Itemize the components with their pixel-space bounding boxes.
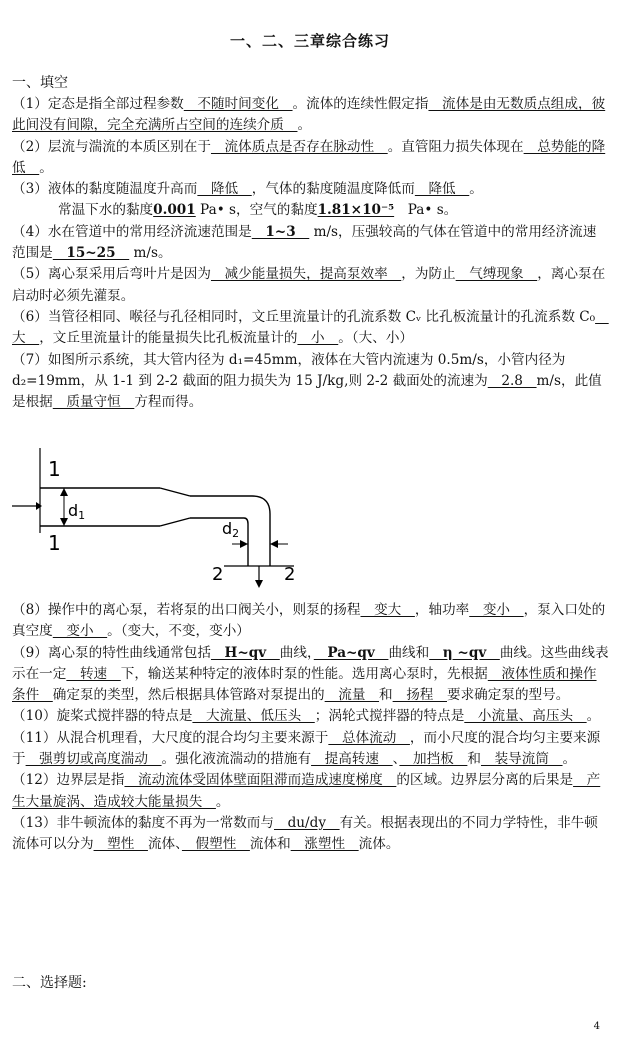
- question-5: （5）离心泵采用后弯叶片是因为 减少能量损失，提高泵效率 ，为防止 气缚现象 ，离心泵在启动时必须先灌泵。: [12, 266, 606, 304]
- d1-arrow-down: [60, 518, 68, 526]
- section-heading-multiple-choice: 二、选择题:: [12, 975, 87, 991]
- pipe-diagram: [12, 448, 312, 598]
- d1-label: d1: [68, 501, 86, 522]
- question-12: （12）边界层是指 流动流体受固体壁面阻滞而造成速度梯度 的区域。边界层分离的后果是 产生大量旋涡、造成较大能量损失 。: [12, 772, 601, 810]
- section-1-label-bottom: 1: [48, 531, 61, 555]
- page-title: 一、二、三章综合练习: [229, 32, 390, 50]
- elbow-inner: [244, 518, 248, 566]
- outflow-arrow-head: [255, 580, 263, 588]
- d1-arrow-up: [60, 488, 68, 496]
- question-7: （7）如图所示系统，其大管内径为 d₁=45mm，液体在大管内流速为 0.5m/s，小管内径为 d₂=19mm，从 1-1 到 2-2 截面的阻力损失为 15 J/kg,则 2-2 截面处的流速为 2.8 m/s，此值是根据 质量守恒 方程而得。: [12, 351, 602, 411]
- question-3: （3）液体的黏度随温度升高而 降低 ，气体的黏度随温度降低而 降低 。: [12, 181, 483, 198]
- fill-in-questions-continued: [12, 600, 609, 856]
- question-8: （8）操作中的离心泵，若将泵的出口阀关小，则泵的扬程 变大 ，轴功率 变小 ，泵入口处的真空度 变小 。（变大，不变，变小）: [12, 602, 606, 640]
- question-11: （11）从混合机理看，大尺度的混合均匀主要来源于 总体流动 ，而小尺度的混合均匀主要来源于 强剪切或高度湍动 。强化液流湍动的措施有 提高转速 、 加挡板 和 装导流筒 。: [12, 729, 601, 768]
- section-2-label-left: 2: [212, 564, 224, 585]
- d2-arrow-left: [240, 540, 248, 548]
- d2-label: d2: [222, 519, 240, 540]
- question-2: （2）层流与湍流的本质区别在于 流体质点是否存在脉动性 。直管阻力损失体现在 总势能的降低 。: [12, 138, 606, 176]
- elbow-outer: [252, 496, 270, 566]
- fill-in-questions: [12, 94, 609, 413]
- section-1-label-top: 1: [48, 457, 61, 481]
- pipe-system-figure: [12, 448, 312, 598]
- inflow-arrow-head: [36, 502, 42, 510]
- question-6: （6）当管径相同、喉径与孔径相同时，文丘里流量计的孔流系数 Cᵥ 比孔板流量计的孔流系数 C₀ 大 ，文丘里流量计的能量损失比孔板流量计的 小 。（大、小）: [12, 308, 609, 347]
- reducer-top: [160, 488, 190, 496]
- question-10: （10）旋桨式搅拌器的特点是 大流量、低压头 ；涡轮式搅拌器的特点是 小流量、高压头 。: [12, 708, 601, 725]
- question-9: （9）离心泵的特性曲线通常包括 H~qv 曲线， Pa~qv 曲线和 η ~qv 曲线。这些曲线表示在一定 转速 下，输送某种特定的液体时泵的性能。选用离心泵时，先根据 液体性质和操作条件 确定泵的类型，然后根据具体管路对泵提出的 流量 和 扬程 要求确定泵的型号。: [12, 644, 609, 704]
- question-13: （13）非牛顿流体的黏度不再为一常数而与 du/dy 有关。根据表现出的不同力学特性，非牛顿流体可以分为 塑性 流体、 假塑性 流体和 涨塑性 流体。: [12, 814, 598, 853]
- section-heading-fill-in: 一、填空: [12, 75, 68, 91]
- question-3-line2: 常温下水的黏度0.001 Pa• s，空气的黏度1.81×10⁻⁵ Pa• s。: [58, 202, 458, 219]
- d2-arrow-right: [270, 540, 278, 548]
- page-number: 4: [593, 1021, 600, 1032]
- question-4: （4）水在管道中的常用经济流速范围是 1~3 m/s，压强较高的气体在管道中的常用经济流速范围是 15~25 m/s。: [12, 223, 597, 262]
- question-1: （1）定态是指全部过程参数 不随时间变化 。流体的连续性假定指 流体是由无数质点组成，彼此间没有间隙，完全充满所占空间的连续介质 。: [12, 96, 606, 134]
- reducer-bottom: [160, 518, 190, 526]
- section-2-label-right: 2: [284, 564, 296, 585]
